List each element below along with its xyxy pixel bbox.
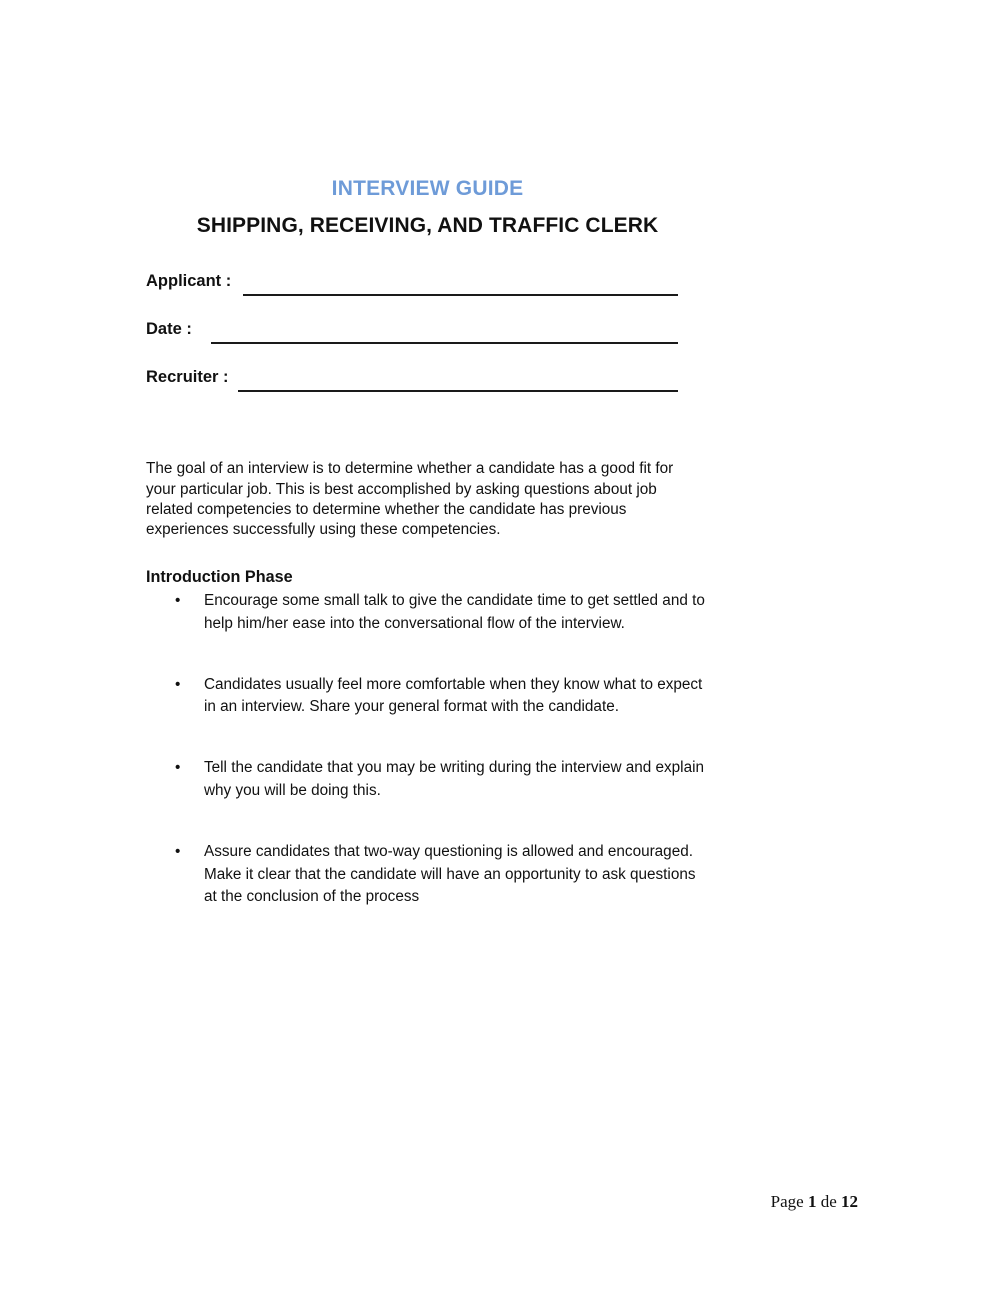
recruiter-label: Recruiter :: [146, 368, 229, 386]
date-fill-line[interactable]: [211, 342, 678, 344]
date-label: Date :: [146, 320, 192, 338]
bullet-point-icon: •: [175, 675, 181, 693]
list-item: [146, 841, 711, 909]
introduction-phase-bullet-list: [146, 590, 711, 929]
applicant-form-block: [146, 272, 706, 416]
document-title: INTERVIEW GUIDE: [331, 177, 524, 200]
list-item-text: Tell the candidate that you may be writing during the interview and explain why you will be doing this.: [204, 759, 704, 799]
recruiter-fill-line[interactable]: [238, 390, 678, 392]
list-item-text: Assure candidates that two-way questioning is allowed and encouraged. Make it clear that the candidate will have an opportunity to ask questions at the conclusion of the process: [204, 842, 696, 906]
applicant-label: Applicant :: [146, 272, 232, 290]
list-item: [146, 590, 711, 636]
bullet-point-icon: •: [175, 759, 181, 777]
footer-current-page: 1: [807, 1192, 817, 1211]
footer-prefix: Page: [770, 1192, 808, 1211]
footer-total-pages: 12: [841, 1192, 858, 1211]
form-row-applicant: [146, 272, 706, 320]
list-item-text: Encourage some small talk to give the candidate time to get settled and to help him/her ease into the conversational flow of the interview.: [204, 592, 705, 632]
list-item-text: Candidates usually feel more comfortable when they know what to expect in an interview. Share your general format with the candidate.: [204, 675, 703, 716]
bullet-point-icon: •: [175, 592, 181, 609]
form-row-recruiter: [146, 368, 706, 416]
list-item: [146, 674, 711, 720]
introduction-paragraph: The goal of an interview is to determine whether a candidate has a good fit for your particular job. This is best accomplished by asking questions about job related competencies to determine whether the candidate has previous experiences successfully using these competencies.: [146, 460, 674, 538]
page-footer: [0, 1192, 858, 1212]
list-item: [146, 757, 711, 803]
section-heading-introduction-phase: Introduction Phase: [146, 568, 293, 586]
document-subtitle: SHIPPING, RECEIVING, AND TRAFFIC CLERK: [196, 214, 659, 237]
bullet-point-icon: •: [175, 842, 181, 860]
form-row-date: [146, 320, 706, 368]
footer-separator: de: [816, 1192, 841, 1211]
applicant-fill-line[interactable]: [243, 294, 678, 296]
